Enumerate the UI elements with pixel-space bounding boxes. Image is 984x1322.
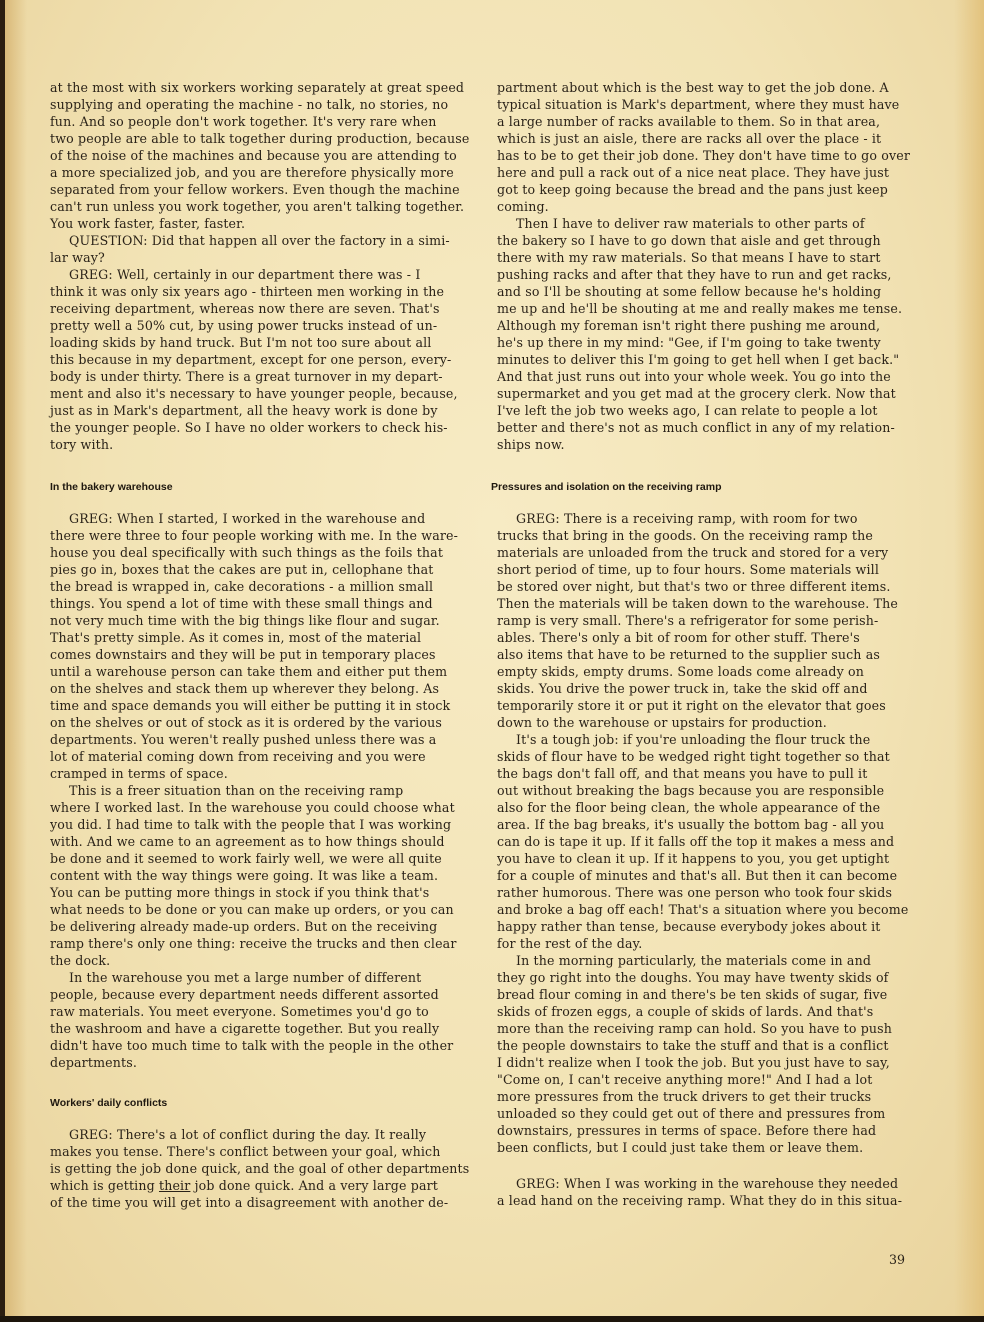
text-line: the bread is wrapped in, cake decorations - a million small — [50, 579, 434, 594]
text-line: me up and he'll be shouting at me and really makes me tense. — [497, 301, 903, 316]
text-line: materials are unloaded from the truck and stored for a very — [497, 545, 889, 560]
text-line: GREG: There's a lot of conflict during the day. It really — [69, 1127, 427, 1142]
text-line: what needs to be done or you can make up orders, or you can — [50, 902, 454, 917]
text-line: got to keep going because the bread and the pans just keep — [497, 182, 888, 197]
text-line: things. You spend a lot of time with these small things and — [50, 596, 433, 611]
text-line: more pressures from the truck drivers to get their trucks — [497, 1089, 872, 1104]
text-line: which is just an aisle, there are racks all over the place - it — [497, 131, 882, 146]
text-line: on the shelves and stack them up wherever they belong. As — [50, 681, 440, 696]
text-line: receiving department, whereas now there are seven. That's — [50, 301, 440, 316]
text-line: where I worked last. In the warehouse you could choose what — [50, 800, 455, 815]
text-line: a lead hand on the receiving ramp. What they do in this situa- — [497, 1193, 903, 1208]
text-line: short period of time, up to four hours. Some materials will — [497, 562, 880, 577]
text-line: ships now. — [497, 437, 565, 452]
text-line: be done and it seemed to work fairly well, we were all quite — [50, 851, 442, 866]
text-segment: which is getting — [50, 1178, 155, 1193]
text-line: I've left the job two weeks ago, I can relate to people a lot — [497, 403, 878, 418]
page-bottom-edge — [0, 1316, 984, 1322]
text-line: Although my foreman isn't right there pushing me around, — [497, 318, 881, 333]
text-line: temporarily store it or put it right on the elevator that goes — [497, 698, 886, 713]
text-line: this because in my department, except for one person, every- — [50, 352, 452, 367]
text-line: trucks that bring in the goods. On the receiving ramp the — [497, 528, 874, 543]
text-line: for a couple of minutes and that's all. But then it can become — [497, 868, 898, 883]
page-right-shade — [954, 0, 984, 1322]
text-line: think it was only six years ago - thirteen men working in the — [50, 284, 445, 299]
text-line: lar way? — [50, 250, 105, 265]
text-line: I didn't realize when I took the job. But you just have to say, — [497, 1055, 890, 1070]
text-line: supplying and operating the machine - no talk, no stories, no — [50, 97, 449, 112]
section-heading-conflicts: Workers' daily conflicts — [50, 1097, 168, 1109]
text-line: GREG: When I was working in the warehouse they needed — [516, 1176, 899, 1191]
text-line: there were three to four people working with me. In the ware- — [50, 528, 459, 543]
text-line: skids. You drive the power truck in, take the skid off and — [497, 681, 868, 696]
text-line: is getting the job done quick, and the goal of other departments — [50, 1161, 470, 1176]
text-line: downstairs, pressures in terms of space. Before there had — [497, 1123, 877, 1138]
text-line: And that just runs out into your whole week. You go into the — [497, 369, 891, 384]
text-line: ramp there's only one thing: receive the trucks and then clear — [50, 936, 457, 951]
text-line: empty skids, empty drums. Some loads come already on — [497, 664, 865, 679]
text-segment: job done quick. And a very large part — [194, 1178, 438, 1193]
text-line: the people downstairs to take the stuff and that is a conflict — [497, 1038, 889, 1053]
text-line: GREG: There is a receiving ramp, with room for two — [516, 511, 858, 526]
text-line: happy rather than tense, because everybody jokes about it — [497, 919, 881, 934]
text-line: This is a freer situation than on the receiving ramp — [69, 783, 404, 798]
text-line: you have to clean it up. If it happens to you, you get uptight — [497, 851, 890, 866]
text-line: the washroom and have a cigarette together. But you really — [50, 1021, 440, 1036]
text-line: "Come on, I can't receive anything more!" And I had a lot — [497, 1072, 873, 1087]
text-line: fun. And so people don't work together. It's very rare when — [50, 114, 437, 129]
text-line: rather humorous. There was one person who took four skids — [497, 885, 893, 900]
text-line: of the noise of the machines and because you are attending to — [50, 148, 457, 163]
text-line: ment and also it's necessary to have younger people, because, — [50, 386, 458, 401]
text-line: In the morning particularly, the materials come in and — [516, 953, 872, 968]
text-line: ramp is very small. There's a refrigerator for some perish- — [497, 613, 879, 628]
text-line: In the warehouse you met a large number of different — [69, 970, 422, 985]
page-number: 39 — [889, 1252, 906, 1267]
text-line: and broke a bag off each! That's a situation where you become — [497, 902, 909, 917]
text-line: for the rest of the day. — [497, 936, 643, 951]
text-line: minutes to deliver this I'm going to get hell when I get back." — [497, 352, 900, 367]
text-line: he's up there in my mind: "Gee, if I'm going to take twenty — [497, 335, 881, 350]
text-line: separated from your fellow workers. Even though the machine — [50, 182, 460, 197]
text-line: down to the warehouse or upstairs for production. — [497, 715, 827, 730]
text-line: can't run unless you work together, you aren't talking together. — [50, 199, 465, 214]
text-line: content with the way things were going. It was like a team. — [50, 868, 439, 883]
text-line: on the shelves or out of stock as it is ordered by the various — [50, 715, 442, 730]
text-line: people, because every department needs different assorted — [50, 987, 439, 1002]
text-line: didn't have too much time to talk with the people in the other — [50, 1038, 454, 1053]
text-line: pushing racks and after that they have to run and get racks, — [497, 267, 892, 282]
section-heading-warehouse: In the bakery warehouse — [50, 481, 173, 493]
text-line: the dock. — [50, 953, 111, 968]
text-line: the bags don't fall off, and that means you have to pull it — [497, 766, 868, 781]
text-line: more than the receiving ramp can hold. So you have to push — [497, 1021, 893, 1036]
text-line: until a warehouse person can take them and either put them — [50, 664, 448, 679]
text-line: with. And we came to an agreement as to how things should — [50, 834, 445, 849]
text-line: just as in Mark's department, all the heavy work is done by — [50, 403, 438, 418]
text-line: lot of material coming down from receiving and you were — [50, 749, 426, 764]
text-line: has to be to get their job done. They don't have time to go over — [497, 148, 911, 163]
text-line: better and there's not as much conflict in any of my relation- — [497, 420, 895, 435]
text-line: makes you tense. There's conflict between your goal, which — [50, 1144, 441, 1159]
text-line: supermarket and you get mad at the grocery clerk. Now that — [497, 386, 896, 401]
text-line: can do is tape it up. If it falls off the top it makes a mess and — [497, 834, 895, 849]
text-line: not very much time with the big things like flour and sugar. — [50, 613, 440, 628]
text-line: ables. There's only a bit of room for other stuff. There's — [497, 630, 860, 645]
text-line: bread flour coming in and there's be ten skids of sugar, five — [497, 987, 888, 1002]
text-line: departments. You weren't really pushed unless there was a — [50, 732, 437, 747]
text-line: the bakery so I have to go down that aisle and get through — [497, 233, 881, 248]
text-line: Then the materials will be taken down to the warehouse. The — [497, 596, 898, 611]
text-line: you did. I had time to talk with the people that I was working — [50, 817, 452, 832]
text-line: of the time you will get into a disagreement with another de- — [50, 1195, 449, 1210]
text-line: a more specialized job, and you are therefore physically more — [50, 165, 454, 180]
text-line: area. If the bag breaks, it's usually the bottom bag - all you — [497, 817, 885, 832]
section-heading-receiving-ramp: Pressures and isolation on the receiving ramp — [491, 481, 722, 493]
text-line: been conflicts, but I could just take them or leave them. — [497, 1140, 864, 1155]
text-line: You can be putting more things in stock if you think that's — [50, 885, 430, 900]
text-line — [50, 1177, 438, 1194]
text-line: departments. — [50, 1055, 137, 1070]
text-line: GREG: Well, certainly in our department there was - I — [69, 267, 421, 282]
text-line: unloaded so they could get out of there and pressures from — [497, 1106, 886, 1121]
text-line: typical situation is Mark's department, where they must have — [497, 97, 900, 112]
text-line: It's a tough job: if you're unloading the flour truck the — [516, 732, 871, 747]
text-line: coming. — [497, 199, 549, 214]
text-line: comes downstairs and they will be put in temporary places — [50, 647, 436, 662]
text-line: body is under thirty. There is a great turnover in my depart- — [50, 369, 443, 384]
text-line: That's pretty simple. As it comes in, most of the material — [50, 630, 422, 645]
text-line: time and space demands you will either be putting it in stock — [50, 698, 451, 713]
text-line: the younger people. So I have no older workers to check his- — [50, 420, 448, 435]
text-line: be delivering already made-up orders. But on the receiving — [50, 919, 438, 934]
text-line: two people are able to talk together during production, because — [50, 131, 470, 146]
text-line: cramped in terms of space. — [50, 766, 228, 781]
text-line: GREG: When I started, I worked in the warehouse and — [69, 511, 426, 526]
text-line: also for the floor being clean, the whole appearance of the — [497, 800, 881, 815]
text-line: be stored over night, but that's two or three different items. — [497, 579, 891, 594]
underlined-word: their — [158, 1178, 191, 1193]
text-line: Then I have to deliver raw materials to other parts of — [516, 216, 865, 231]
text-line: You work faster, faster, faster. — [50, 216, 246, 231]
text-line: skids of frozen eggs, a couple of skids of lards. And that's — [497, 1004, 874, 1019]
text-line: partment about which is the best way to get the job done. A — [497, 80, 889, 95]
text-line: raw materials. You meet everyone. Sometimes you'd go to — [50, 1004, 429, 1019]
text-line: house you deal specifically with such things as the foils that — [50, 545, 444, 560]
text-line: here and pull a rack out of a nice neat place. They have just — [497, 165, 890, 180]
text-line: at the most with six workers working separately at great speed — [50, 80, 465, 95]
question-line: QUESTION: Did that happen all over the factory in a simi- — [69, 233, 450, 248]
text-line: they go right into the doughs. You may have twenty skids of — [497, 970, 889, 985]
text-line: also items that have to be returned to the supplier such as — [497, 647, 880, 662]
text-line: and so I'll be shouting at some fellow because he's holding — [497, 284, 882, 299]
text-line: out without breaking the bags because you are responsible — [497, 783, 885, 798]
text-line: there with my raw materials. So that means I have to start — [497, 250, 881, 265]
text-line: a large number of racks available to them. So in that area, — [497, 114, 881, 129]
text-line: skids of flour have to be wedged right tight together so that — [497, 749, 890, 764]
text-line: pretty well a 50% cut, by using power trucks instead of un- — [50, 318, 438, 333]
text-line: loading skids by hand truck. But I'm not too sure about all — [50, 335, 432, 350]
page-left-shade — [5, 0, 27, 1322]
text-line: tory with. — [50, 437, 114, 452]
text-line: pies go in, boxes that the cakes are put in, cellophane that — [50, 562, 434, 577]
